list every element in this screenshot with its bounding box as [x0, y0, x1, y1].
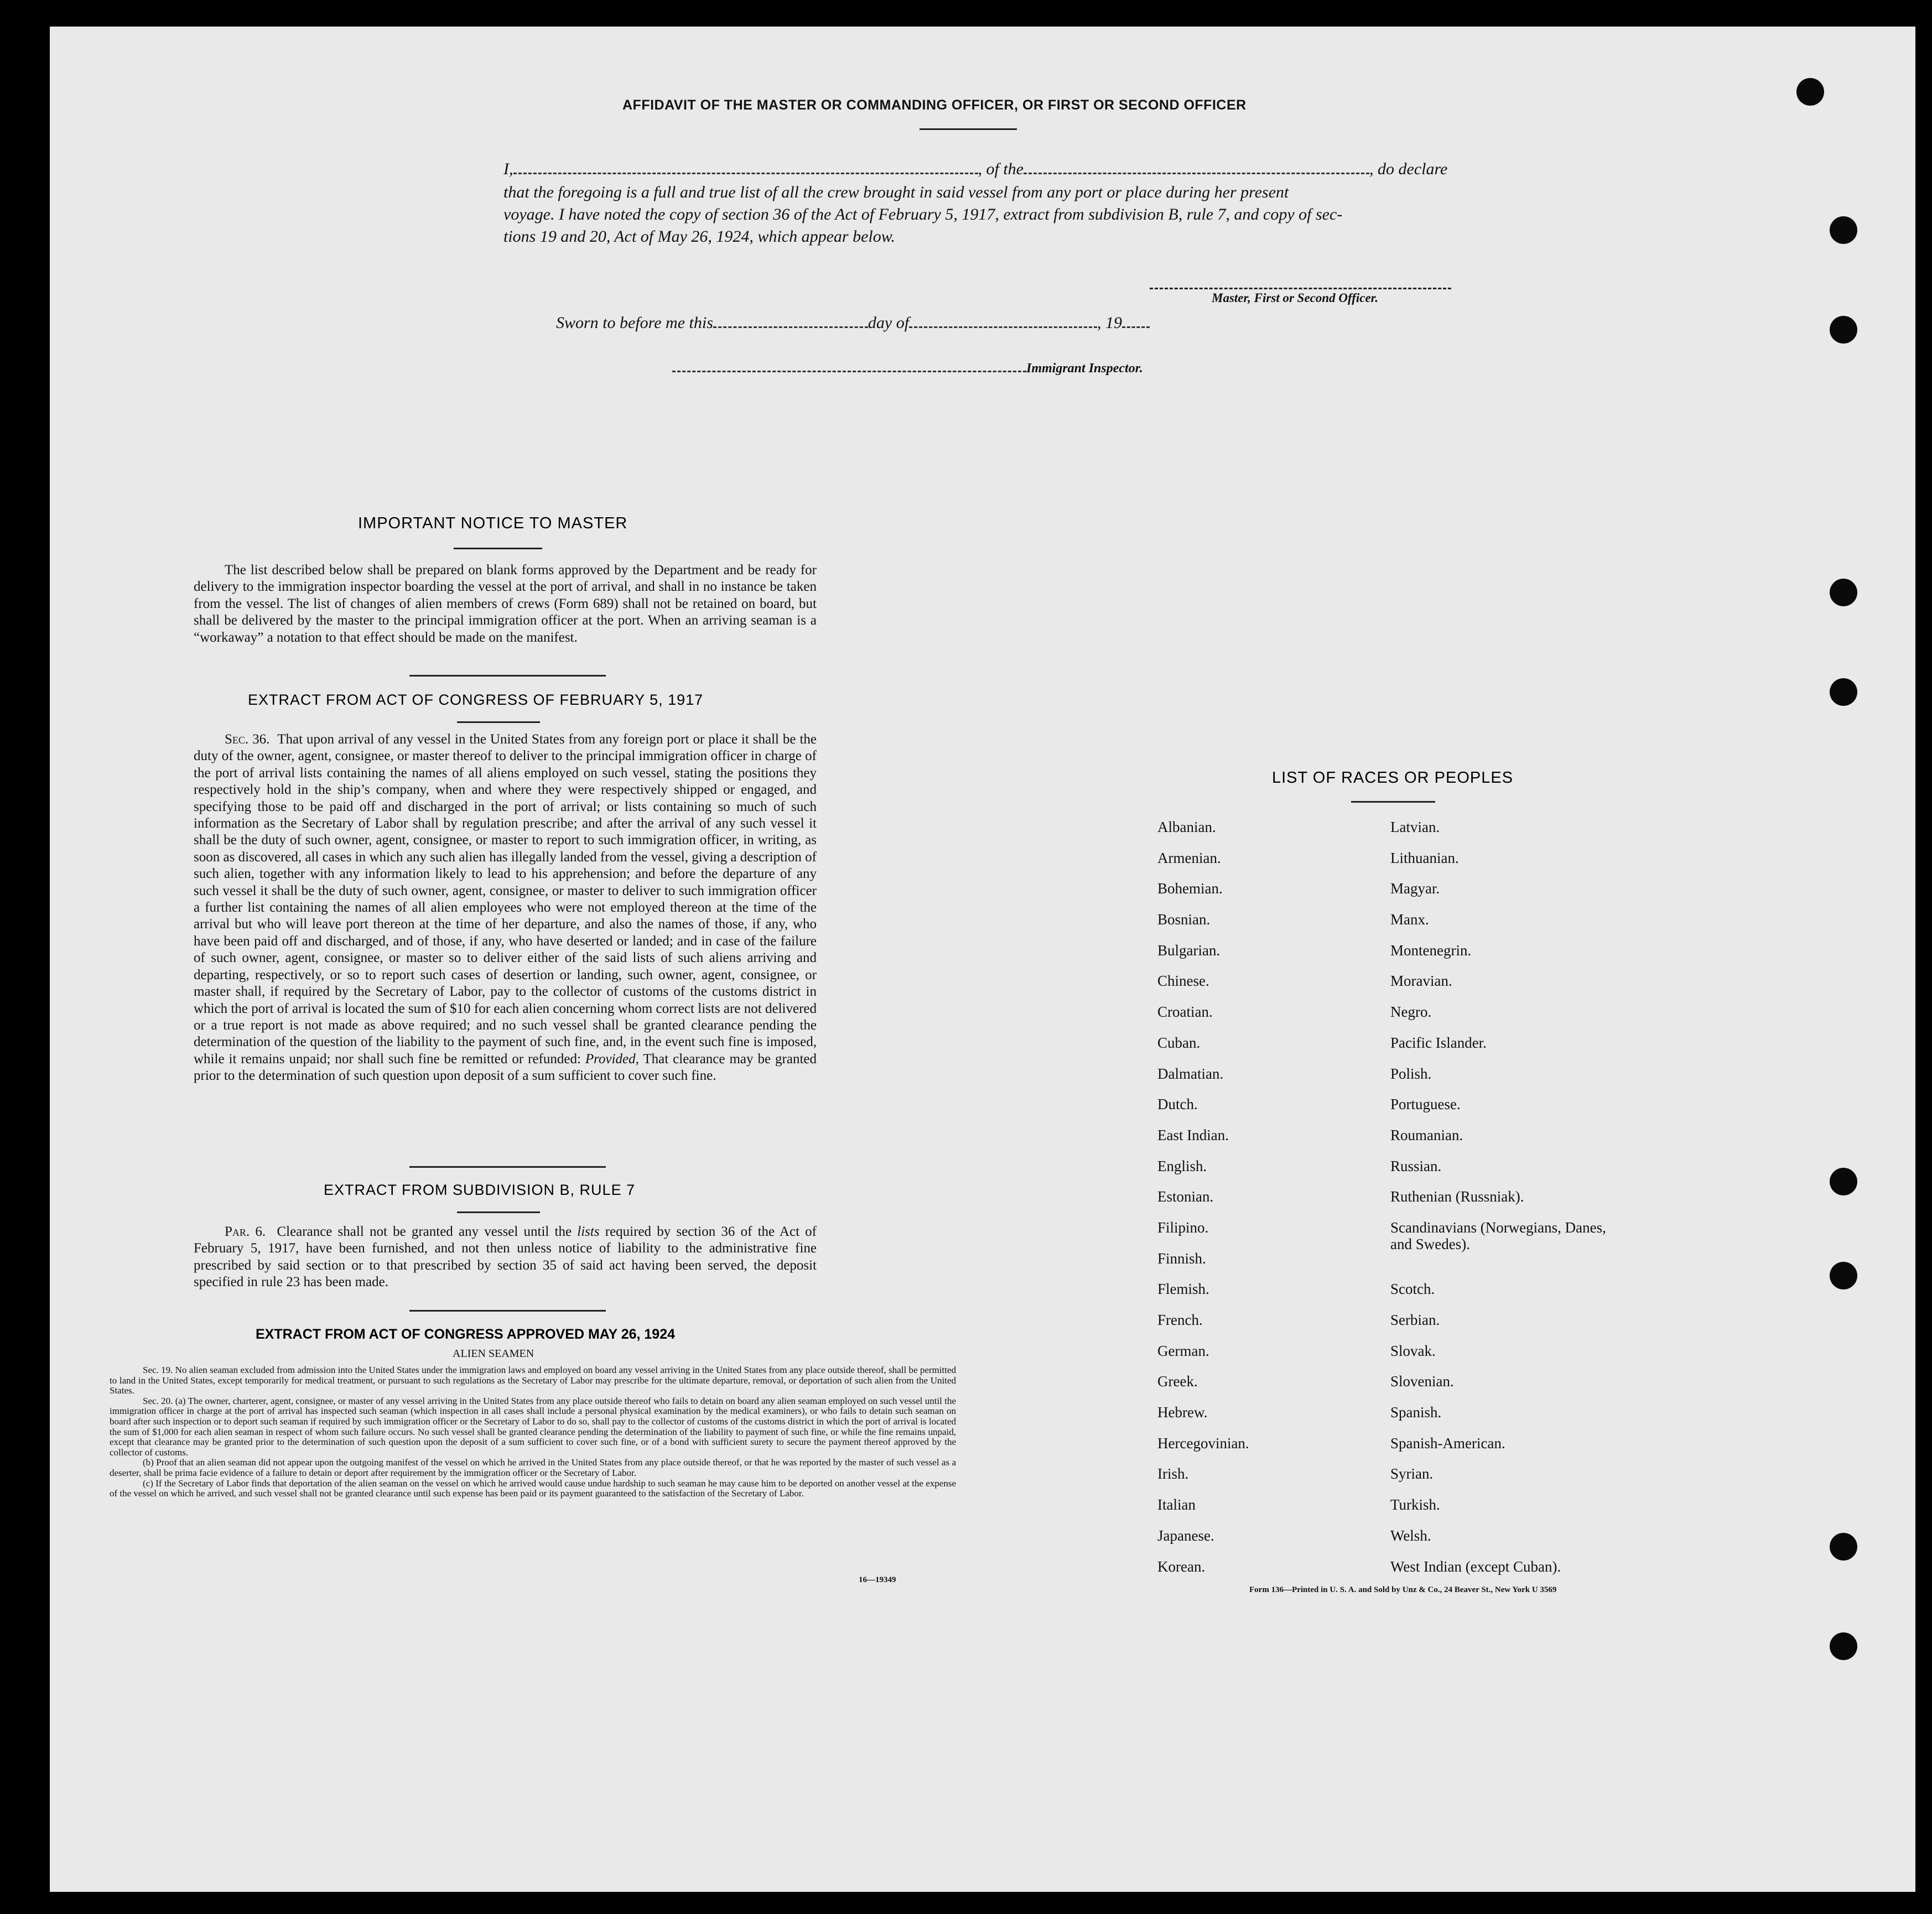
- binder-hole: [1830, 1168, 1857, 1195]
- races-right-column: [1390, 819, 1623, 1589]
- printer-code: 16—19349: [859, 1575, 896, 1584]
- race-item: Chinese.: [1157, 972, 1209, 990]
- inspector-blank: [672, 357, 1026, 372]
- race-item: Japanese.: [1157, 1527, 1214, 1544]
- i-label: I,: [503, 160, 513, 178]
- day-blank: [713, 313, 868, 328]
- lists-word: lists: [577, 1224, 600, 1239]
- race-item: Latvian.: [1390, 819, 1440, 835]
- day-of-label: day of: [868, 314, 910, 332]
- year-prefix: , 19: [1097, 314, 1123, 332]
- inspector-caption: Immigrant Inspector.: [1026, 361, 1143, 376]
- year-blank: [1122, 313, 1150, 328]
- sec20c-text: (c) If the Secretary of Labor finds that deportation of the alien seaman on the vessel on which he arrived would cause undue hardship to such seaman he may cause him to be deported on another vessel at the expense of the vessel on which he arrived, and such vessel shall not be granted clearance until such expense has been paid or its payment guaranteed to the satisfaction of the Secretary of Labor.: [110, 1478, 956, 1499]
- race-item: Syrian.: [1390, 1465, 1434, 1483]
- race-item: Hebrew.: [1157, 1404, 1208, 1421]
- race-item: Irish.: [1157, 1465, 1189, 1483]
- race-item: Italian: [1157, 1496, 1196, 1513]
- race-item: Cuban.: [1157, 1034, 1201, 1051]
- race-item: Ruthenian (Russniak).: [1390, 1188, 1524, 1205]
- sec19-20-body: [110, 1365, 956, 1499]
- binder-hole: [1830, 678, 1857, 706]
- extract-1917-title: EXTRACT FROM ACT OF CONGRESS OF FEBRUARY 5, 1917: [248, 691, 704, 708]
- affidavit-body-3: tions 19 and 20, Act of May 26, 1924, which appear below.: [503, 227, 896, 246]
- race-item: Estonian.: [1157, 1188, 1214, 1205]
- title-underline: [920, 128, 1017, 130]
- name-blank: [513, 159, 978, 174]
- race-item: Finnish.: [1157, 1250, 1206, 1267]
- race-item: Moravian.: [1390, 972, 1452, 990]
- race-item: Dutch.: [1157, 1096, 1198, 1113]
- binder-hole: [1830, 1533, 1857, 1561]
- race-item: Slovak.: [1390, 1342, 1436, 1359]
- sec20b-text: (b) Proof that an alien seaman did not appear upon the outgoing manifest of the vessel on which he arrived in the United States from any place outside thereof, or that he was reported by the master of such vessel as a deserter, shall be prima facie evidence of a failure to detain or deport after requirement by the immigration officer or the Secretary of Labor.: [110, 1457, 956, 1478]
- divider-2: [409, 1166, 606, 1168]
- inspector-line: [672, 357, 1143, 377]
- subdivision-title: EXTRACT FROM SUBDIVISION B, RULE 7: [324, 1182, 636, 1198]
- affidavit-body-1: that the foregoing is a full and true list of all the crew brought in said vessel from any port or place during her present: [503, 183, 1289, 201]
- race-item: Croatian.: [1157, 1003, 1213, 1021]
- sec19-text: Sec. 19. No alien seaman excluded from admission into the United States under the immigration laws and employed on board any vessel arriving in the United States from any place outside thereof, shall be permitted to land in the United States, except temporarily for medical treatment, or pursuant to such regulations as the Secretary of Labor may prescribe for the ultimate departure, removal, or deportation of such alien from the United States.: [110, 1365, 956, 1396]
- race-item: Pacific Islander.: [1390, 1034, 1487, 1051]
- race-item: Negro.: [1390, 1003, 1432, 1021]
- notice-body: The list described below shall be prepared on blank forms approved by the Department and be ready for delivery to the immigration inspector boarding the vessel at the port of arrival, and shall in no instance be taken from the vessel. The list of changes of alien members of crews (Form 689) shall not be retained on board, but shall be delivered by the master to the principal immigration officer at the port. When an arriving seaman is a “workaway” a notation to that effect should be made on the manifest.: [194, 563, 817, 645]
- races-left-column: [1157, 819, 1368, 1589]
- race-item: Roumanian.: [1390, 1126, 1463, 1143]
- race-item: Slovenian.: [1390, 1373, 1454, 1390]
- binder-hole: [1830, 216, 1857, 244]
- race-item: Albanian.: [1157, 819, 1216, 835]
- race-item: Bohemian.: [1157, 880, 1223, 897]
- race-item: Lithuanian.: [1390, 849, 1459, 866]
- subdivision-rule: [457, 1211, 540, 1213]
- sec20a-text: Sec. 20. (a) The owner, charterer, agent, consignee, or master of any vessel arriving in the United States from any place outside thereof who fails to detain on board any alien seaman employed on such vessel until the immigration officer in charge at the port of arrival has inspected such seaman (which inspection in all cases shall include a personal physical examination by the medical examiners), or who fails to detain such seaman on board after such inspection or to deport such seaman if required by such immigration officer or the Secretary of Labor to do so, shall pay to the collector of customs of the customs district in which the port of arrival is located the sum of $1,000 for each alien seaman in respect of whom such failure occurs. No such vessel shall be granted clearance pending the determination of the liability to payment of such fine, or while the fine remains unpaid, except that clearance may be granted prior to the determination of such question upon the deposit of a sum sufficient to cover such fine, or of a bond with sufficient surety to secure the payment thereof approved by the collector of customs.: [110, 1395, 956, 1458]
- form-page: [50, 27, 1915, 1892]
- do-declare-label: , do declare: [1369, 160, 1448, 178]
- vessel-blank: [1024, 159, 1369, 174]
- race-item: Polish.: [1390, 1065, 1432, 1082]
- of-the-label: , of the: [978, 160, 1024, 178]
- provided-label: Provided,: [585, 1051, 639, 1067]
- race-item: Greek.: [1157, 1373, 1198, 1390]
- signature-line: [1150, 288, 1451, 289]
- divider-3: [409, 1310, 606, 1312]
- race-item: German.: [1157, 1342, 1209, 1359]
- race-item: Manx.: [1390, 911, 1429, 928]
- race-item: Spanish-American.: [1390, 1434, 1505, 1452]
- alien-seamen-subtitle: ALIEN SEAMEN: [453, 1348, 534, 1360]
- race-item: Bulgarian.: [1157, 942, 1221, 959]
- race-item: Spanish.: [1390, 1404, 1442, 1421]
- par6-label: Par. 6.: [225, 1224, 266, 1239]
- race-item: Dalmatian.: [1157, 1065, 1224, 1082]
- race-item: Filipino.: [1157, 1219, 1209, 1236]
- sec36-label: Sec. 36.: [225, 732, 270, 747]
- binder-hole: [1830, 1262, 1857, 1289]
- race-item: Magyar.: [1390, 880, 1440, 897]
- binder-hole: [1830, 579, 1857, 606]
- race-item: Hercegovinian.: [1157, 1434, 1249, 1452]
- race-item: Armenian.: [1157, 849, 1221, 866]
- races-rule: [1351, 801, 1435, 803]
- notice-rule: [454, 548, 542, 549]
- race-item: Montenegrin.: [1390, 942, 1472, 959]
- sworn-label: Sworn to before me this: [556, 314, 713, 332]
- affidavit-body-2: voyage. I have noted the copy of section 36 of the Act of February 5, 1917, extract from subdivision B, rule 7, and copy of sec-: [503, 205, 1343, 223]
- race-item: Bosnian.: [1157, 911, 1211, 928]
- race-item: Scandinavians (Norwegians, Danes, and Swedes).: [1390, 1219, 1606, 1252]
- sec36-body: Sec. 36. That upon arrival of any vessel in the United States from any foreign port or place it shall be the duty of the owner, agent, consignee, or master thereof to deliver to the principal immigration officer in charge of the port of arrival lists containing the names of all aliens employed on such vessel, stating the positions they respectively hold in the ship’s company, when and where they were respectively shipped or engaged, and specifying those to be paid off and discharged in the port of arrival; or lists containing so much of such information as the Secretary of Labor shall by regulation prescribe; and after the arrival of any such vessel it shall be the duty of such owner, agent, consignee, or master to report to such immigration officer, in writing, as soon as discovered, all cases in which any such alien has illegally landed from the vessel, giving a description of such alien, together with any information likely to lead to his apprehension; and before the departure of any such vessel it shall be the duty of such owner, agent, consignee, or master to deliver to such immigration officer a further list containing the names of all alien employees who were not employed thereon at the time of the arrival but who will leave port thereon at the time of her departure, and also the names of those, if any, who have been paid off and discharged, and of those, if any, who have deserted or landed; and in case of the failure of such owner, agent, consignee, or master so to deliver either of the said lists of such aliens arriving and departing, respectively, or so to report such cases of desertion or landing, such owner, agent, consignee, or master shall, if required by the Secretary of Labor, pay to the collector of customs of the customs district in which the port of arrival is located the sum of $10 for each alien concerning whom correct lists are not delivered or a true report is not made as above required; and no such vessel shall be granted clearance pending the determination of the question of the liability to the payment of such fine, and, in the event such fine is imposed, while it remains unpaid; nor shall such fine be remitted or refunded: Provided, That clearance may be granted prior to the determination of such question upon deposit of a sum sufficient to cover such fine.: [194, 732, 817, 1084]
- race-item: Russian.: [1390, 1157, 1442, 1174]
- sworn-line: [556, 313, 1150, 332]
- races-title: LIST OF RACES OR PEOPLES: [1272, 769, 1514, 787]
- race-item: Welsh.: [1390, 1527, 1431, 1544]
- affidavit-title: AFFIDAVIT OF THE MASTER OR COMMANDING OFFICER, OR FIRST OR SECOND OFFICER: [622, 97, 1247, 113]
- declaration-line: [503, 159, 1538, 179]
- race-item: Scotch.: [1390, 1281, 1435, 1298]
- race-item: Flemish.: [1157, 1281, 1209, 1298]
- race-item: French.: [1157, 1312, 1203, 1328]
- race-item: Turkish.: [1390, 1496, 1440, 1513]
- binder-hole: [1830, 1632, 1857, 1660]
- notice-title: IMPORTANT NOTICE TO MASTER: [358, 514, 628, 532]
- race-item: Serbian.: [1390, 1312, 1440, 1329]
- form-footer: Form 136—Printed in U. S. A. and Sold by Unz & Co., 24 Beaver St., New York U 3569: [1249, 1585, 1557, 1594]
- divider-1: [409, 675, 606, 677]
- race-item: Portuguese.: [1390, 1096, 1461, 1113]
- month-blank: [909, 313, 1097, 328]
- race-item: Korean.: [1157, 1558, 1206, 1575]
- binder-hole: [1830, 316, 1857, 344]
- extract-1917-rule: [457, 721, 540, 723]
- signature-caption: Master, First or Second Officer.: [1212, 291, 1379, 305]
- race-item: East Indian.: [1157, 1126, 1229, 1143]
- binder-hole: [1796, 78, 1824, 106]
- race-item: West Indian (except Cuban).: [1390, 1558, 1561, 1575]
- race-item: English.: [1157, 1157, 1207, 1174]
- extract-1924-title: EXTRACT FROM ACT OF CONGRESS APPROVED MAY 26, 1924: [256, 1327, 676, 1342]
- par6-body: Par. 6. Clearance shall not be granted any vessel until the lists required by section 36 of the Act of February 5, 1917, have been furnished, and not then unless notice of liability to the administrative fine prescribed by said section or to that prescribed by section 35 of said act having been served, the deposit specified in rule 23 has been made.: [194, 1224, 817, 1290]
